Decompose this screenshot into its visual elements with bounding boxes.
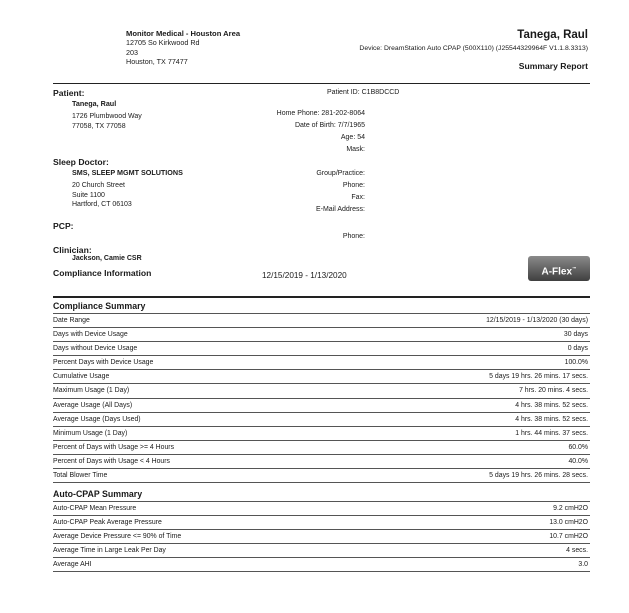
facility-block <box>126 29 240 67</box>
patient-address-block <box>72 99 142 131</box>
row-value: 4 hrs. 38 mins. 52 secs. <box>515 415 588 423</box>
row-value: 60.0% <box>568 443 588 451</box>
compliance-summary-title: Compliance Summary <box>53 301 146 311</box>
doctor-email: E-Mail Address: <box>315 206 365 213</box>
compliance-summary-table <box>53 299 590 483</box>
row-label: Average Usage (Days Used) <box>53 415 141 423</box>
row-value: 100.0% <box>564 359 588 367</box>
compliance-divider <box>53 296 590 298</box>
row-label: Percent Days with Device Usage <box>53 359 154 367</box>
patient-address-line-2: 77058, TX 77058 <box>72 122 126 130</box>
facility-city: Houston, TX 77477 <box>126 57 188 67</box>
row-value: 7 hrs. 20 mins. 4 secs. <box>519 387 588 395</box>
row-label: Maximum Usage (1 Day) <box>53 387 130 395</box>
row-value: 5 days 19 hrs. 26 mins. 28 secs. <box>489 472 588 480</box>
facility-name: Monitor Medical - Houston Area <box>126 29 241 38</box>
compliance-date-range: 12/15/2019 - 1/13/2020 <box>262 271 347 280</box>
header-divider <box>53 83 590 84</box>
row-label: Average Time in Large Leak Per Day <box>53 547 166 555</box>
doctor-phone: Phone: <box>342 182 365 189</box>
row-value: 4 hrs. 38 mins. 52 secs. <box>515 401 588 409</box>
facility-address-line-2: 203 <box>126 47 138 57</box>
row-label: Days without Device Usage <box>53 345 138 353</box>
table-row <box>53 341 590 355</box>
row-label: Minimum Usage (1 Day) <box>53 429 128 437</box>
doctor-fields <box>316 168 365 216</box>
patient-age: Age: 54 <box>340 134 365 141</box>
table-row <box>53 398 590 412</box>
patient-fields <box>277 108 365 156</box>
row-value: 30 days <box>563 331 588 339</box>
clinician-label: Clinician: <box>53 245 92 255</box>
doctor-address-line-1: 20 Church Street <box>72 182 125 190</box>
patient-id: Patient ID: C1B8DCCD <box>327 89 400 96</box>
clinician-name: Jackson, Camie CSR <box>72 255 142 262</box>
table-row <box>53 529 590 543</box>
table-row <box>53 369 590 383</box>
table-row <box>53 355 590 369</box>
header-patient-name: Tanega, Raul <box>517 29 588 41</box>
doctor-fax: Fax: <box>351 194 365 201</box>
pcp-phone: Phone: <box>342 233 365 240</box>
row-value: 4 secs. <box>566 547 588 555</box>
row-value: 12/15/2019 - 1/13/2020 (30 days) <box>486 317 588 324</box>
row-value: 9.2 cmH2O <box>553 505 588 512</box>
facility-address-line-1: 12705 So Kirkwood Rd <box>126 38 200 48</box>
device-info: Device: DreamStation Auto CPAP (500X110) (J25544329964F V1.1.8.3313) <box>359 45 588 52</box>
a-flex-badge <box>528 256 590 281</box>
table-row <box>53 501 590 515</box>
trademark-symbol: ™ <box>572 266 577 271</box>
doctor-name: SMS, SLEEP MGMT SOLUTIONS <box>72 168 183 177</box>
row-value: 1 hrs. 44 mins. 37 secs. <box>515 429 588 437</box>
doctor-group-practice: Group/Practice: <box>316 170 365 177</box>
row-label: Average Device Pressure <= 90% of Time <box>53 533 182 541</box>
doctor-address-line-3: Hartford, CT 06103 <box>72 201 132 209</box>
report-title: Summary Report <box>518 61 588 71</box>
table-row <box>53 440 590 454</box>
row-label: Average Usage (All Days) <box>53 401 133 409</box>
table-row <box>53 468 590 483</box>
autocpap-summary-table <box>53 487 590 572</box>
row-value: 5 days 19 hrs. 26 mins. 17 secs. <box>489 373 588 381</box>
patient-mask: Mask: <box>346 146 365 153</box>
doctor-address-line-2: Suite 1100 <box>72 191 105 199</box>
doctor-address-block <box>72 168 183 210</box>
a-flex-badge-label: A-Flex <box>541 266 573 278</box>
table-row <box>53 327 590 341</box>
row-value: 40.0% <box>568 457 588 465</box>
row-label: Average AHI <box>53 561 92 569</box>
table-row <box>53 412 590 426</box>
patient-address-line-1: 1726 Plumbwood Way <box>72 113 142 121</box>
row-label: Auto-CPAP Peak Average Pressure <box>53 519 162 527</box>
table-row <box>53 543 590 557</box>
table-row <box>53 557 590 572</box>
patient-label: Patient: <box>53 88 85 98</box>
patient-name: Tanega, Raul <box>72 99 117 108</box>
row-label: Percent of Days with Usage < 4 Hours <box>53 457 171 465</box>
row-label: Date Range <box>53 317 90 324</box>
row-label: Percent of Days with Usage >= 4 Hours <box>53 443 175 451</box>
row-value: 13.0 cmH2O <box>549 519 588 527</box>
table-row <box>53 426 590 440</box>
table-row <box>53 515 590 529</box>
autocpap-summary-title: Auto-CPAP Summary <box>53 489 143 499</box>
table-row <box>53 383 590 397</box>
row-label: Total Blower Time <box>53 472 108 480</box>
row-label: Auto-CPAP Mean Pressure <box>53 505 137 512</box>
compliance-information-label: Compliance Information <box>53 268 152 278</box>
row-value: 3.0 <box>578 561 588 569</box>
row-value: 10.7 cmH2O <box>549 533 588 541</box>
pcp-label: PCP: <box>53 221 74 231</box>
row-value: 0 days <box>567 345 588 353</box>
table-row <box>53 454 590 468</box>
patient-home-phone: Home Phone: 281-202-8064 <box>276 110 365 117</box>
patient-dob: Date of Birth: 7/7/1965 <box>294 122 365 129</box>
sleep-doctor-label: Sleep Doctor: <box>53 157 109 167</box>
row-label: Cumulative Usage <box>53 373 110 381</box>
row-label: Days with Device Usage <box>53 331 128 339</box>
table-row <box>53 313 590 327</box>
